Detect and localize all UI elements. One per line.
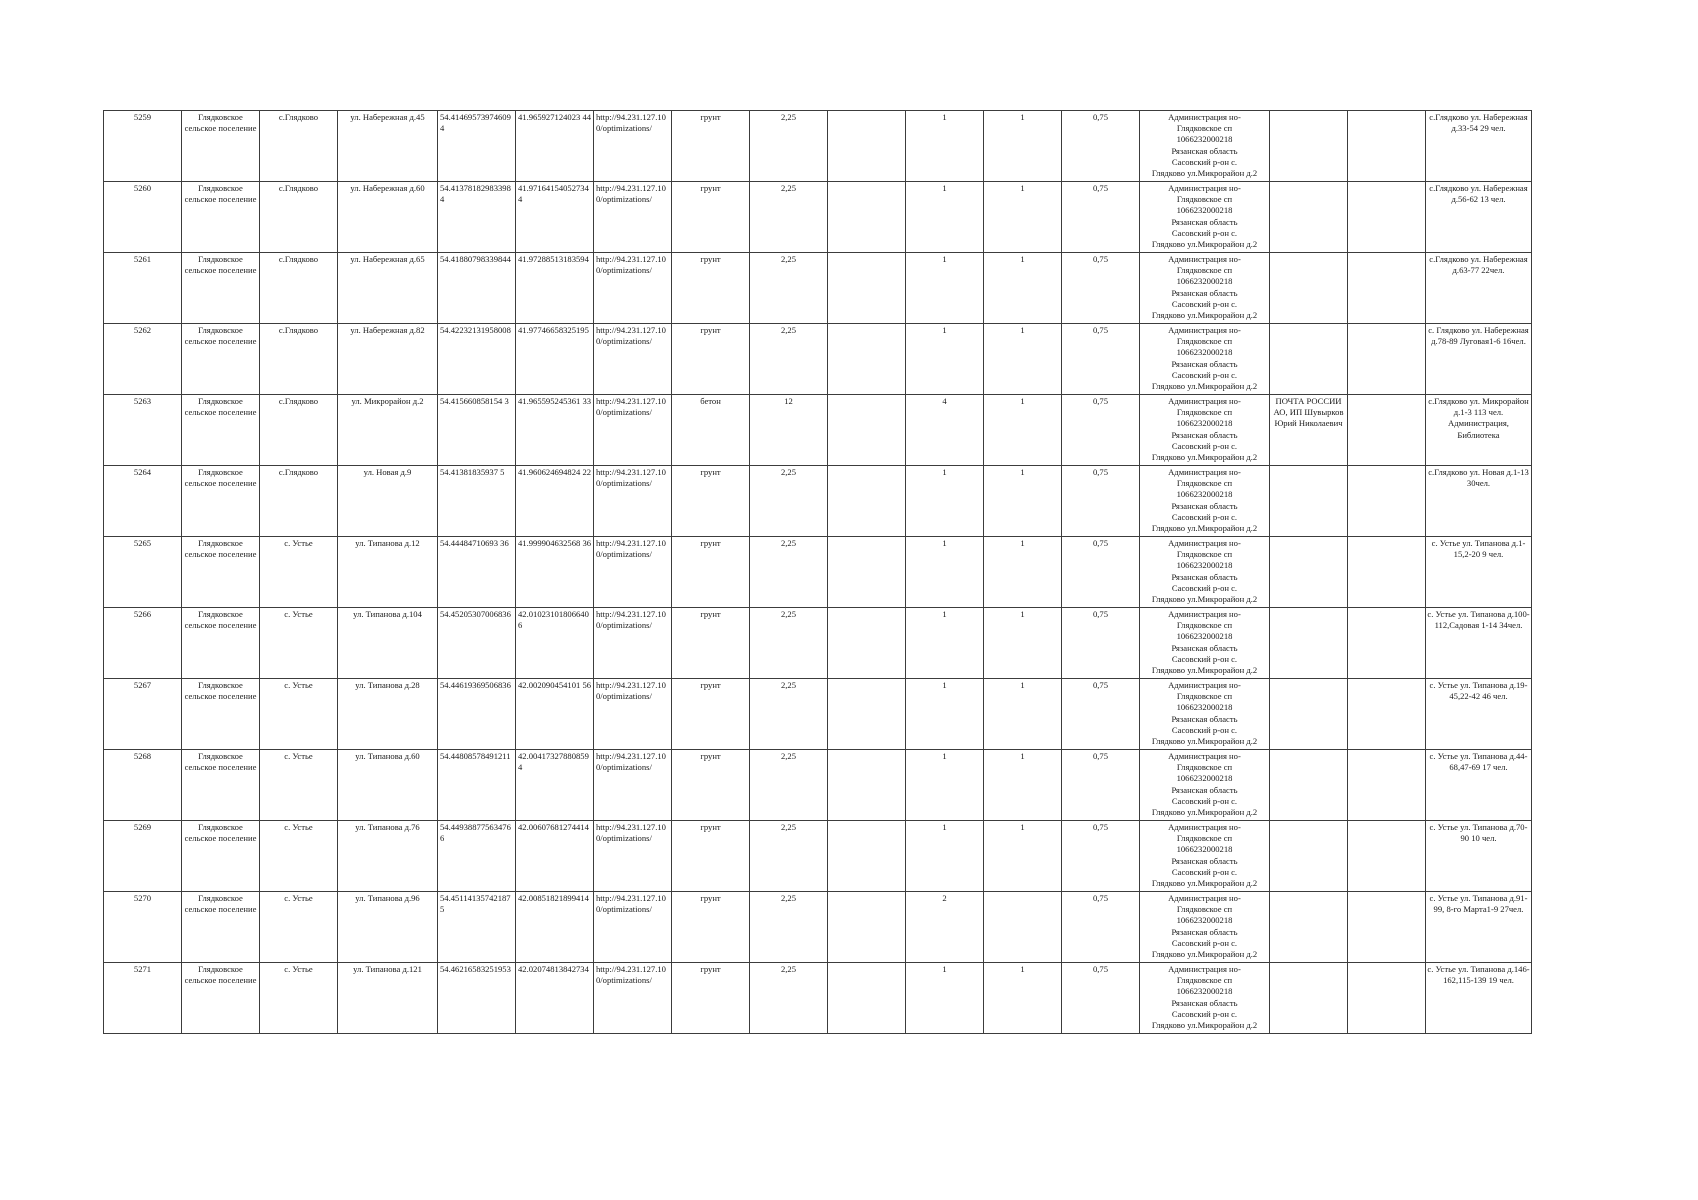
settlement-cell: Глядковское сельское поселение bbox=[182, 679, 260, 750]
containers-cell: 1 bbox=[906, 182, 984, 253]
empty-cell bbox=[828, 537, 906, 608]
organization-cell bbox=[1270, 466, 1348, 537]
address-cell: ул. Новая д.9 bbox=[338, 466, 438, 537]
empty-cell bbox=[1348, 892, 1426, 963]
url-cell: http://94.231.127.100/optimizations/ bbox=[594, 395, 672, 466]
url-cell: http://94.231.127.100/optimizations/ bbox=[594, 253, 672, 324]
volume-cell: 0,75 bbox=[1062, 963, 1140, 1034]
empty-cell bbox=[1348, 253, 1426, 324]
organization-cell bbox=[1270, 111, 1348, 182]
empty-cell bbox=[1348, 750, 1426, 821]
row-number: 5267 bbox=[104, 679, 182, 750]
area-cell: 2,25 bbox=[750, 253, 828, 324]
longitude-cell: 42.002090454101 56 bbox=[516, 679, 594, 750]
count-cell: 1 bbox=[984, 111, 1062, 182]
count-cell: 1 bbox=[984, 750, 1062, 821]
address-cell: ул. Типанова д.60 bbox=[338, 750, 438, 821]
address-cell: ул. Типанова д.28 bbox=[338, 679, 438, 750]
count-cell: 1 bbox=[984, 821, 1062, 892]
organization-cell: ПОЧТА РОССИИ АО, ИП Шувырков Юрий Николаевич bbox=[1270, 395, 1348, 466]
organization-cell bbox=[1270, 324, 1348, 395]
longitude-cell: 42.010231018066406 bbox=[516, 608, 594, 679]
latitude-cell: 54.45205307006836 bbox=[438, 608, 516, 679]
longitude-cell: 41.97288513183594 bbox=[516, 253, 594, 324]
organization-cell bbox=[1270, 253, 1348, 324]
empty-cell bbox=[828, 750, 906, 821]
row-number: 5262 bbox=[104, 324, 182, 395]
table-row bbox=[104, 821, 1532, 892]
served-addresses-cell: с.Глядково ул. Набережная д.56-62 13 чел. bbox=[1426, 182, 1532, 253]
served-addresses-cell: с. Устье ул. Типанова д.44-68,47-69 17 чел. bbox=[1426, 750, 1532, 821]
row-number: 5268 bbox=[104, 750, 182, 821]
empty-cell bbox=[828, 892, 906, 963]
address-cell: ул. Типанова д.121 bbox=[338, 963, 438, 1034]
settlement-cell: Глядковское сельское поселение bbox=[182, 963, 260, 1034]
served-addresses-cell: с.Глядково ул. Микрорайон д.1-3 113 чел. Администрация, Библиотека bbox=[1426, 395, 1532, 466]
surface-cell: грунт bbox=[672, 892, 750, 963]
count-cell: 1 bbox=[984, 537, 1062, 608]
organization-cell bbox=[1270, 963, 1348, 1034]
longitude-cell: 42.00851821899414 bbox=[516, 892, 594, 963]
owner-cell: Администрация но- Глядковское сп 1066232000218 Рязанская область Сасовский р-он с. Глядково ул.Микрорайон д.2 bbox=[1140, 466, 1270, 537]
village-cell: с. Устье bbox=[260, 821, 338, 892]
volume-cell: 0,75 bbox=[1062, 750, 1140, 821]
empty-cell bbox=[828, 253, 906, 324]
table-row bbox=[104, 466, 1532, 537]
owner-cell: Администрация но- Глядковское сп 1066232000218 Рязанская область Сасовский р-он с. Глядково ул.Микрорайон д.2 bbox=[1140, 182, 1270, 253]
owner-cell: Администрация но- Глядковское сп 1066232000218 Рязанская область Сасовский р-он с. Глядково ул.Микрорайон д.2 bbox=[1140, 892, 1270, 963]
url-cell: http://94.231.127.100/optimizations/ bbox=[594, 608, 672, 679]
row-number: 5260 bbox=[104, 182, 182, 253]
latitude-cell: 54.41880798339844 bbox=[438, 253, 516, 324]
count-cell: 1 bbox=[984, 395, 1062, 466]
latitude-cell: 54.414695739746094 bbox=[438, 111, 516, 182]
served-addresses-cell: с. Устье ул. Типанова д.91-99, 8-го Марта1-9 27чел. bbox=[1426, 892, 1532, 963]
area-cell: 2,25 bbox=[750, 821, 828, 892]
count-cell: 1 bbox=[984, 324, 1062, 395]
table-row bbox=[104, 963, 1532, 1034]
village-cell: с. Устье bbox=[260, 537, 338, 608]
latitude-cell: 54.44808578491211 bbox=[438, 750, 516, 821]
surface-cell: бетон bbox=[672, 395, 750, 466]
table-row bbox=[104, 537, 1532, 608]
row-number: 5261 bbox=[104, 253, 182, 324]
longitude-cell: 41.97746658325195 bbox=[516, 324, 594, 395]
empty-cell bbox=[828, 182, 906, 253]
settlement-cell: Глядковское сельское поселение bbox=[182, 111, 260, 182]
url-cell: http://94.231.127.100/optimizations/ bbox=[594, 111, 672, 182]
volume-cell: 0,75 bbox=[1062, 892, 1140, 963]
served-addresses-cell: с. Глядково ул. Набережная д.78-89 Луговая1-6 16чел. bbox=[1426, 324, 1532, 395]
volume-cell: 0,75 bbox=[1062, 679, 1140, 750]
organization-cell bbox=[1270, 821, 1348, 892]
empty-cell bbox=[1348, 821, 1426, 892]
url-cell: http://94.231.127.100/optimizations/ bbox=[594, 750, 672, 821]
url-cell: http://94.231.127.100/optimizations/ bbox=[594, 324, 672, 395]
count-cell: 1 bbox=[984, 963, 1062, 1034]
settlement-cell: Глядковское сельское поселение bbox=[182, 466, 260, 537]
area-cell: 2,25 bbox=[750, 537, 828, 608]
area-cell: 2,25 bbox=[750, 892, 828, 963]
table-row bbox=[104, 111, 1532, 182]
longitude-cell: 41.960624694824 22 bbox=[516, 466, 594, 537]
longitude-cell: 42.02074813842734 bbox=[516, 963, 594, 1034]
url-cell: http://94.231.127.100/optimizations/ bbox=[594, 892, 672, 963]
area-cell: 2,25 bbox=[750, 750, 828, 821]
address-cell: ул. Набережная д.65 bbox=[338, 253, 438, 324]
area-cell: 2,25 bbox=[750, 608, 828, 679]
owner-cell: Администрация но- Глядковское сп 1066232000218 Рязанская область Сасовский р-он с. Глядково ул.Микрорайон д.2 bbox=[1140, 608, 1270, 679]
containers-cell: 1 bbox=[906, 608, 984, 679]
address-cell: ул. Набережная д.60 bbox=[338, 182, 438, 253]
village-cell: с. Устье bbox=[260, 608, 338, 679]
empty-cell bbox=[828, 963, 906, 1034]
latitude-cell: 54.44484710693 36 bbox=[438, 537, 516, 608]
organization-cell bbox=[1270, 750, 1348, 821]
owner-cell: Администрация но- Глядковское сп 1066232000218 Рязанская область Сасовский р-он с. Глядково ул.Микрорайон д.2 bbox=[1140, 111, 1270, 182]
empty-cell bbox=[1348, 608, 1426, 679]
row-number: 5259 bbox=[104, 111, 182, 182]
address-cell: ул. Микрорайон д.2 bbox=[338, 395, 438, 466]
url-cell: http://94.231.127.100/optimizations/ bbox=[594, 679, 672, 750]
surface-cell: грунт bbox=[672, 182, 750, 253]
empty-cell bbox=[1348, 395, 1426, 466]
latitude-cell: 54.44619369506836 bbox=[438, 679, 516, 750]
url-cell: http://94.231.127.100/optimizations/ bbox=[594, 182, 672, 253]
latitude-cell: 54.413781829833984 bbox=[438, 182, 516, 253]
volume-cell: 0,75 bbox=[1062, 395, 1140, 466]
empty-cell bbox=[828, 679, 906, 750]
containers-cell: 1 bbox=[906, 253, 984, 324]
count-cell: 1 bbox=[984, 608, 1062, 679]
volume-cell: 0,75 bbox=[1062, 111, 1140, 182]
served-addresses-cell: с. Устье ул. Типанова д.100-112,Садовая 1-14 34чел. bbox=[1426, 608, 1532, 679]
count-cell: 1 bbox=[984, 253, 1062, 324]
volume-cell: 0,75 bbox=[1062, 253, 1140, 324]
village-cell: с.Глядково bbox=[260, 253, 338, 324]
empty-cell bbox=[828, 395, 906, 466]
longitude-cell: 41.999904632568 36 bbox=[516, 537, 594, 608]
empty-cell bbox=[1348, 537, 1426, 608]
url-cell: http://94.231.127.100/optimizations/ bbox=[594, 821, 672, 892]
containers-cell: 1 bbox=[906, 537, 984, 608]
table-row bbox=[104, 608, 1532, 679]
containers-cell: 1 bbox=[906, 821, 984, 892]
row-number: 5271 bbox=[104, 963, 182, 1034]
row-number: 5264 bbox=[104, 466, 182, 537]
surface-cell: грунт bbox=[672, 111, 750, 182]
containers-cell: 2 bbox=[906, 892, 984, 963]
area-cell: 2,25 bbox=[750, 466, 828, 537]
served-addresses-cell: с.Глядково ул. Новая д.1-13 30чел. bbox=[1426, 466, 1532, 537]
owner-cell: Администрация но- Глядковское сп 1066232000218 Рязанская область Сасовский р-он с. Глядково ул.Микрорайон д.2 bbox=[1140, 395, 1270, 466]
row-number: 5270 bbox=[104, 892, 182, 963]
table-row bbox=[104, 892, 1532, 963]
latitude-cell: 54.449388775634766 bbox=[438, 821, 516, 892]
settlement-cell: Глядковское сельское поселение bbox=[182, 608, 260, 679]
registry-table bbox=[103, 110, 1532, 1034]
surface-cell: грунт bbox=[672, 821, 750, 892]
longitude-cell: 42.00607681274414 bbox=[516, 821, 594, 892]
village-cell: с.Глядково bbox=[260, 324, 338, 395]
row-number: 5263 bbox=[104, 395, 182, 466]
address-cell: ул. Набережная д.82 bbox=[338, 324, 438, 395]
containers-cell: 1 bbox=[906, 750, 984, 821]
organization-cell bbox=[1270, 679, 1348, 750]
village-cell: с. Устье bbox=[260, 750, 338, 821]
count-cell bbox=[984, 892, 1062, 963]
settlement-cell: Глядковское сельское поселение bbox=[182, 324, 260, 395]
volume-cell: 0,75 bbox=[1062, 821, 1140, 892]
surface-cell: грунт bbox=[672, 253, 750, 324]
longitude-cell: 41.965927124023 44 bbox=[516, 111, 594, 182]
volume-cell: 0,75 bbox=[1062, 608, 1140, 679]
empty-cell bbox=[1348, 963, 1426, 1034]
containers-cell: 1 bbox=[906, 466, 984, 537]
served-addresses-cell: с.Глядково ул. Набережная д.63-77 22чел. bbox=[1426, 253, 1532, 324]
organization-cell bbox=[1270, 892, 1348, 963]
empty-cell bbox=[1348, 324, 1426, 395]
table-row bbox=[104, 182, 1532, 253]
table-row bbox=[104, 679, 1532, 750]
settlement-cell: Глядковское сельское поселение bbox=[182, 821, 260, 892]
latitude-cell: 54.46216583251953 bbox=[438, 963, 516, 1034]
empty-cell bbox=[828, 111, 906, 182]
village-cell: с. Устье bbox=[260, 963, 338, 1034]
settlement-cell: Глядковское сельское поселение bbox=[182, 892, 260, 963]
row-number: 5265 bbox=[104, 537, 182, 608]
settlement-cell: Глядковское сельское поселение bbox=[182, 537, 260, 608]
longitude-cell: 42.004173278808594 bbox=[516, 750, 594, 821]
settlement-cell: Глядковское сельское поселение bbox=[182, 395, 260, 466]
longitude-cell: 41.965595245361 33 bbox=[516, 395, 594, 466]
empty-cell bbox=[1348, 111, 1426, 182]
empty-cell bbox=[828, 608, 906, 679]
surface-cell: грунт bbox=[672, 963, 750, 1034]
volume-cell: 0,75 bbox=[1062, 537, 1140, 608]
area-cell: 12 bbox=[750, 395, 828, 466]
served-addresses-cell: с. Устье ул. Типанова д.70-90 10 чел. bbox=[1426, 821, 1532, 892]
address-cell: ул. Типанова д.76 bbox=[338, 821, 438, 892]
table-row bbox=[104, 324, 1532, 395]
area-cell: 2,25 bbox=[750, 963, 828, 1034]
surface-cell: грунт bbox=[672, 608, 750, 679]
village-cell: с. Устье bbox=[260, 679, 338, 750]
empty-cell bbox=[1348, 679, 1426, 750]
empty-cell bbox=[1348, 182, 1426, 253]
surface-cell: грунт bbox=[672, 679, 750, 750]
table-row bbox=[104, 395, 1532, 466]
village-cell: с.Глядково bbox=[260, 182, 338, 253]
address-cell: ул. Типанова д.104 bbox=[338, 608, 438, 679]
organization-cell bbox=[1270, 608, 1348, 679]
count-cell: 1 bbox=[984, 679, 1062, 750]
organization-cell bbox=[1270, 182, 1348, 253]
settlement-cell: Глядковское сельское поселение bbox=[182, 750, 260, 821]
table-body bbox=[104, 111, 1532, 1034]
village-cell: с.Глядково bbox=[260, 395, 338, 466]
area-cell: 2,25 bbox=[750, 324, 828, 395]
volume-cell: 0,75 bbox=[1062, 182, 1140, 253]
count-cell: 1 bbox=[984, 466, 1062, 537]
organization-cell bbox=[1270, 537, 1348, 608]
village-cell: с.Глядково bbox=[260, 466, 338, 537]
area-cell: 2,25 bbox=[750, 182, 828, 253]
area-cell: 2,25 bbox=[750, 679, 828, 750]
served-addresses-cell: с. Устье ул. Типанова д.1-15,2-20 9 чел. bbox=[1426, 537, 1532, 608]
served-addresses-cell: с.Глядково ул. Набережная д.33-54 29 чел. bbox=[1426, 111, 1532, 182]
address-cell: ул. Типанова д.96 bbox=[338, 892, 438, 963]
url-cell: http://94.231.127.100/optimizations/ bbox=[594, 963, 672, 1034]
empty-cell bbox=[828, 466, 906, 537]
area-cell: 2,25 bbox=[750, 111, 828, 182]
url-cell: http://94.231.127.100/optimizations/ bbox=[594, 537, 672, 608]
table-row bbox=[104, 750, 1532, 821]
owner-cell: Администрация но- Глядковское сп 1066232000218 Рязанская область Сасовский р-он с. Глядково ул.Микрорайон д.2 bbox=[1140, 253, 1270, 324]
owner-cell: Администрация но- Глядковское сп 1066232000218 Рязанская область Сасовский р-он с. Глядково ул.Микрорайон д.2 bbox=[1140, 821, 1270, 892]
surface-cell: грунт bbox=[672, 466, 750, 537]
village-cell: с.Глядково bbox=[260, 111, 338, 182]
surface-cell: грунт bbox=[672, 324, 750, 395]
surface-cell: грунт bbox=[672, 537, 750, 608]
address-cell: ул. Типанова д.12 bbox=[338, 537, 438, 608]
empty-cell bbox=[1348, 466, 1426, 537]
settlement-cell: Глядковское сельское поселение bbox=[182, 182, 260, 253]
empty-cell bbox=[828, 821, 906, 892]
empty-cell bbox=[828, 324, 906, 395]
row-number: 5269 bbox=[104, 821, 182, 892]
containers-cell: 1 bbox=[906, 111, 984, 182]
served-addresses-cell: с. Устье ул. Типанова д.146-162,115-139 19 чел. bbox=[1426, 963, 1532, 1034]
containers-cell: 4 bbox=[906, 395, 984, 466]
latitude-cell: 54.41381835937 5 bbox=[438, 466, 516, 537]
latitude-cell: 54.42232131958008 bbox=[438, 324, 516, 395]
latitude-cell: 54.451141357421875 bbox=[438, 892, 516, 963]
surface-cell: грунт bbox=[672, 750, 750, 821]
table-row bbox=[104, 253, 1532, 324]
longitude-cell: 41.971641540527344 bbox=[516, 182, 594, 253]
owner-cell: Администрация но- Глядковское сп 1066232000218 Рязанская область Сасовский р-он с. Глядково ул.Микрорайон д.2 bbox=[1140, 324, 1270, 395]
volume-cell: 0,75 bbox=[1062, 466, 1140, 537]
owner-cell: Администрация но- Глядковское сп 1066232000218 Рязанская область Сасовский р-он с. Глядково ул.Микрорайон д.2 bbox=[1140, 537, 1270, 608]
containers-cell: 1 bbox=[906, 324, 984, 395]
settlement-cell: Глядковское сельское поселение bbox=[182, 253, 260, 324]
owner-cell: Администрация но- Глядковское сп 1066232000218 Рязанская область Сасовский р-он с. Глядково ул.Микрорайон д.2 bbox=[1140, 750, 1270, 821]
count-cell: 1 bbox=[984, 182, 1062, 253]
village-cell: с. Устье bbox=[260, 892, 338, 963]
volume-cell: 0,75 bbox=[1062, 324, 1140, 395]
url-cell: http://94.231.127.100/optimizations/ bbox=[594, 466, 672, 537]
served-addresses-cell: с. Устье ул. Типанова д.19-45,22-42 46 чел. bbox=[1426, 679, 1532, 750]
containers-cell: 1 bbox=[906, 963, 984, 1034]
row-number: 5266 bbox=[104, 608, 182, 679]
owner-cell: Администрация но- Глядковское сп 1066232000218 Рязанская область Сасовский р-он с. Глядково ул.Микрорайон д.2 bbox=[1140, 679, 1270, 750]
owner-cell: Администрация но- Глядковское сп 1066232000218 Рязанская область Сасовский р-он с. Глядково ул.Микрорайон д.2 bbox=[1140, 963, 1270, 1034]
containers-cell: 1 bbox=[906, 679, 984, 750]
latitude-cell: 54.415660858154 3 bbox=[438, 395, 516, 466]
address-cell: ул. Набережная д.45 bbox=[338, 111, 438, 182]
